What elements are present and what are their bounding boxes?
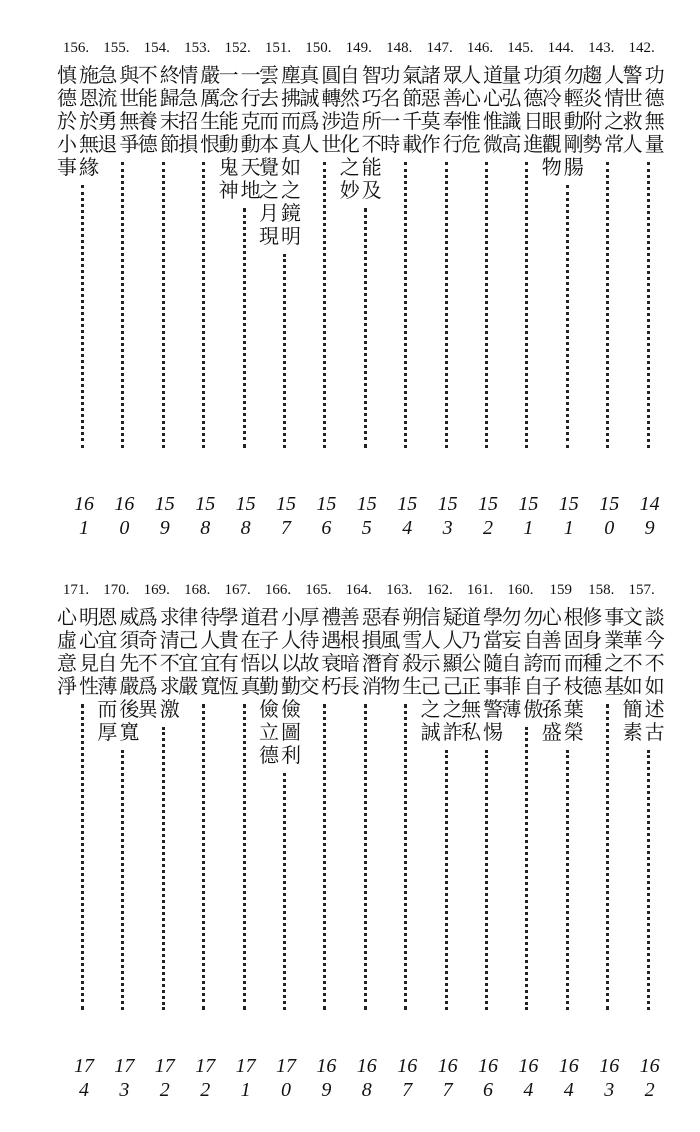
toc-entry — [339, 582, 382, 1102]
dot-leader — [525, 727, 528, 1010]
entry-title-line-1: 善根暗長 — [339, 605, 360, 698]
dot-leader — [606, 704, 609, 1010]
entry-title-line-2: 嚴厲生恨 — [200, 63, 221, 156]
entry-number: 165. — [305, 582, 332, 598]
entry-number: 167. — [224, 582, 251, 598]
entry-title-line-1: 修身種德 — [582, 605, 603, 698]
dot-leader — [323, 162, 326, 448]
page-number: 171 — [235, 1055, 256, 1101]
toc-entry — [581, 40, 625, 540]
toc-entry — [177, 582, 221, 1102]
entry-title-line-2: 明心見性 — [79, 605, 99, 698]
entry-title-line-1: 道乃公正無私 — [461, 605, 481, 744]
entry-number: 142. — [628, 40, 655, 56]
dot-leader — [323, 704, 326, 1010]
page-number: 151 — [518, 493, 539, 539]
entry-title-line-1: 趨炎附勢 — [582, 63, 603, 156]
page-number: 173 — [114, 1055, 135, 1101]
toc-entry — [56, 40, 99, 540]
entry-number: 151. — [264, 40, 292, 56]
entry-title-line-2: 學當隨事警惕 — [483, 605, 503, 744]
entry-number: 153. — [184, 40, 211, 56]
dot-leader — [566, 750, 569, 1010]
toc-entry — [622, 582, 665, 1102]
entry-title-line-2: 眾善奉行 — [442, 63, 463, 156]
toc-entry — [177, 40, 221, 540]
entry-title-line-2: 氣節千載 — [402, 63, 423, 156]
dot-leader — [404, 704, 407, 1010]
entry-title-line-2: 智巧所不能及 — [361, 63, 382, 202]
page-number: 160 — [114, 493, 135, 539]
entry-title-line-1: 爲奇不爲異 — [137, 605, 158, 721]
toc-entry — [339, 40, 382, 540]
entry-number: 150. — [305, 40, 332, 56]
entry-title-line-2: 待人宜寬 — [200, 605, 221, 698]
toc-section-bottom — [56, 582, 665, 1102]
entry-title-line-1: 律己宜嚴 — [178, 605, 199, 698]
entry-title-line-2: 勿輕動剛腸 — [563, 63, 584, 179]
page-number: 157 — [276, 493, 296, 539]
toc-entry — [420, 40, 463, 540]
entry-title-line-2: 惡損潛消 — [361, 605, 382, 698]
toc-entry — [581, 582, 625, 1102]
entry-title-line-1: 警世救人 — [622, 63, 643, 156]
dot-leader — [485, 162, 488, 448]
dot-leader — [243, 208, 246, 448]
entry-number: 149. — [345, 40, 372, 56]
entry-title-line-2: 根固而枝葉榮 — [563, 605, 584, 744]
page-number: 154 — [397, 493, 418, 539]
dot-leader — [121, 750, 124, 1010]
toc-entry — [541, 40, 584, 540]
entry-title-line-2: 一行克動天地 — [240, 63, 261, 202]
dot-leader — [647, 162, 650, 448]
toc-entry — [137, 40, 180, 540]
toc-entry — [56, 582, 99, 1102]
entry-number: 168. — [184, 582, 211, 598]
dot-leader — [566, 185, 569, 448]
page-number: 162 — [639, 1055, 660, 1101]
entry-number: 163. — [386, 582, 413, 598]
toc-entry — [218, 40, 261, 540]
entry-title-line-1: 情急招損 — [178, 63, 199, 156]
page-number: 174 — [74, 1055, 94, 1101]
entry-title-line-2: 勿自誇自傲 — [523, 605, 544, 721]
toc-entry — [460, 40, 503, 540]
dot-leader — [202, 162, 205, 448]
entry-title-line-2: 禮遇衰朽 — [321, 605, 342, 698]
dot-leader — [202, 704, 205, 1010]
toc-entry — [218, 582, 261, 1102]
toc-entry — [137, 582, 180, 1102]
entry-number: 147. — [426, 40, 453, 56]
entry-title-line-1: 量弘識高 — [501, 63, 522, 156]
dot-leader — [81, 185, 84, 448]
dot-leader — [647, 750, 650, 1010]
page-number: 168 — [356, 1055, 377, 1101]
page-number: 164 — [518, 1055, 539, 1101]
page-number: 166 — [478, 1055, 498, 1101]
entry-number: 166. — [264, 582, 292, 598]
entry-title-line-1: 慎德於小事 — [57, 63, 77, 179]
toc-entry — [379, 582, 423, 1102]
dot-leader — [445, 750, 448, 1010]
entry-title-line-1: 功名一時 — [380, 63, 401, 156]
entry-title-line-2: 事業之基 — [604, 605, 625, 698]
entry-title-line-2: 功德無量 — [644, 63, 665, 156]
entry-title-line-1: 雲去而本覺之月現 — [259, 63, 279, 248]
dot-leader — [121, 162, 124, 448]
entry-number: 154. — [143, 40, 170, 56]
entry-title-line-2: 與世無爭 — [119, 63, 140, 156]
dot-leader — [243, 704, 246, 1010]
entry-number: 157. — [628, 582, 655, 598]
toc-entry — [96, 582, 140, 1102]
entry-number: 160. — [507, 582, 534, 598]
entry-title-line-1: 一念能動鬼神 — [218, 63, 239, 202]
entry-title-line-2: 疑人顯己之詐 — [442, 605, 463, 744]
toc-entry — [96, 40, 140, 540]
toc-entry — [298, 40, 342, 540]
entry-number: 145. — [507, 40, 534, 56]
entry-number: 159 — [549, 582, 573, 598]
entry-number: 144. — [547, 40, 574, 56]
entry-title-line-1: 須冷眼觀物 — [541, 63, 562, 179]
dot-leader — [364, 704, 367, 1010]
toc-entry — [500, 582, 544, 1102]
page-number: 172 — [154, 1055, 175, 1101]
page-number: 172 — [195, 1055, 216, 1101]
page-number: 152 — [478, 493, 498, 539]
entry-title-line-2: 求清不求激 — [159, 605, 180, 721]
dot-leader — [445, 162, 448, 448]
dot-leader — [606, 162, 609, 448]
toc-entry — [258, 582, 301, 1102]
page-number: 155 — [356, 493, 377, 539]
page-number: 151 — [558, 493, 579, 539]
toc-section-top — [56, 40, 665, 540]
entry-title-line-1: 文華不如簡素 — [622, 605, 643, 744]
page-number: 167 — [397, 1055, 418, 1101]
dot-leader — [283, 773, 286, 1010]
page-number: 158 — [195, 493, 216, 539]
toc-entry — [622, 40, 665, 540]
toc-entry — [541, 582, 584, 1102]
dot-leader — [364, 208, 367, 448]
page-number: 150 — [599, 493, 620, 539]
entry-title-line-2: 道在悟真 — [240, 605, 261, 698]
entry-title-line-1: 恩宜自薄而厚 — [97, 605, 118, 744]
entry-title-line-2: 終歸末節 — [159, 63, 180, 156]
entry-title-line-2: 功德日進 — [523, 63, 544, 156]
page-number: 169 — [316, 1055, 337, 1101]
entry-title-line-1: 諸惡莫作 — [420, 63, 441, 156]
entry-title-line-1: 勿妄自菲薄 — [501, 605, 522, 721]
toc-entry — [298, 582, 342, 1102]
entry-title-line-2: 談今不如述古 — [644, 605, 665, 744]
dot-leader — [81, 704, 84, 1010]
toc-entry — [379, 40, 423, 540]
toc-entry — [460, 582, 503, 1102]
page-number: 170 — [276, 1055, 296, 1101]
entry-number: 146. — [466, 40, 494, 56]
toc-entry — [500, 40, 544, 540]
entry-title-line-2: 施恩於無緣 — [79, 63, 99, 179]
toc-entry — [420, 582, 463, 1102]
entry-title-line-1: 心善而子孫盛 — [541, 605, 562, 744]
entry-title-line-1: 春風育物 — [380, 605, 401, 698]
entry-title-line-1: 學貴有恆 — [218, 605, 239, 698]
entry-number: 164. — [345, 582, 372, 598]
entry-number: 158. — [588, 582, 615, 598]
page-number: 158 — [235, 493, 256, 539]
entry-number: 143. — [588, 40, 615, 56]
entry-title-line-1: 不能養德 — [137, 63, 158, 156]
page-number: 153 — [437, 493, 458, 539]
page-number: 149 — [639, 493, 660, 539]
entry-number: 171. — [62, 582, 90, 598]
entry-title-line-1: 信人示己之誠 — [420, 605, 441, 744]
entry-title-line-2: 道心惟微 — [483, 63, 503, 156]
entry-number: 156. — [62, 40, 90, 56]
dot-leader — [162, 162, 165, 448]
entry-title-line-1: 君子以勤儉立德 — [259, 605, 279, 767]
entry-number: 162. — [426, 582, 453, 598]
entry-title-line-2: 人情之常 — [604, 63, 625, 156]
page-number: 161 — [74, 493, 94, 539]
page-number: 163 — [599, 1055, 620, 1101]
entry-number: 155. — [103, 40, 130, 56]
entry-title-line-1: 厚待故交 — [299, 605, 320, 698]
page-number: 164 — [558, 1055, 579, 1101]
entry-title-line-1: 真誠爲人 — [299, 63, 320, 156]
entry-title-line-2: 威須先嚴後寬 — [119, 605, 140, 744]
entry-title-line-1: 急流勇退 — [97, 63, 118, 156]
dot-leader — [485, 750, 488, 1010]
entry-title-line-1: 心虛意淨 — [57, 605, 77, 698]
entry-number: 148. — [386, 40, 413, 56]
entry-title-line-2: 塵拂而真如之鏡明 — [281, 63, 301, 248]
entry-number: 152. — [224, 40, 251, 56]
entry-title-line-1: 自然造化之妙 — [339, 63, 360, 202]
page-number: 156 — [316, 493, 337, 539]
page-number: 159 — [154, 493, 175, 539]
dot-leader — [162, 727, 165, 1010]
entry-title-line-2: 朔雪殺生 — [402, 605, 423, 698]
page-number: 167 — [437, 1055, 458, 1101]
dot-leader — [283, 254, 286, 448]
dot-leader — [404, 162, 407, 448]
entry-title-line-2: 圓轉涉世 — [321, 63, 342, 156]
entry-number: 170. — [103, 582, 130, 598]
dot-leader — [525, 162, 528, 448]
toc-entry — [258, 40, 301, 540]
entry-number: 169. — [143, 582, 170, 598]
entry-title-line-1: 人心惟危 — [461, 63, 481, 156]
entry-title-line-2: 小人以勤儉圖利 — [281, 605, 301, 767]
entry-number: 161. — [466, 582, 494, 598]
